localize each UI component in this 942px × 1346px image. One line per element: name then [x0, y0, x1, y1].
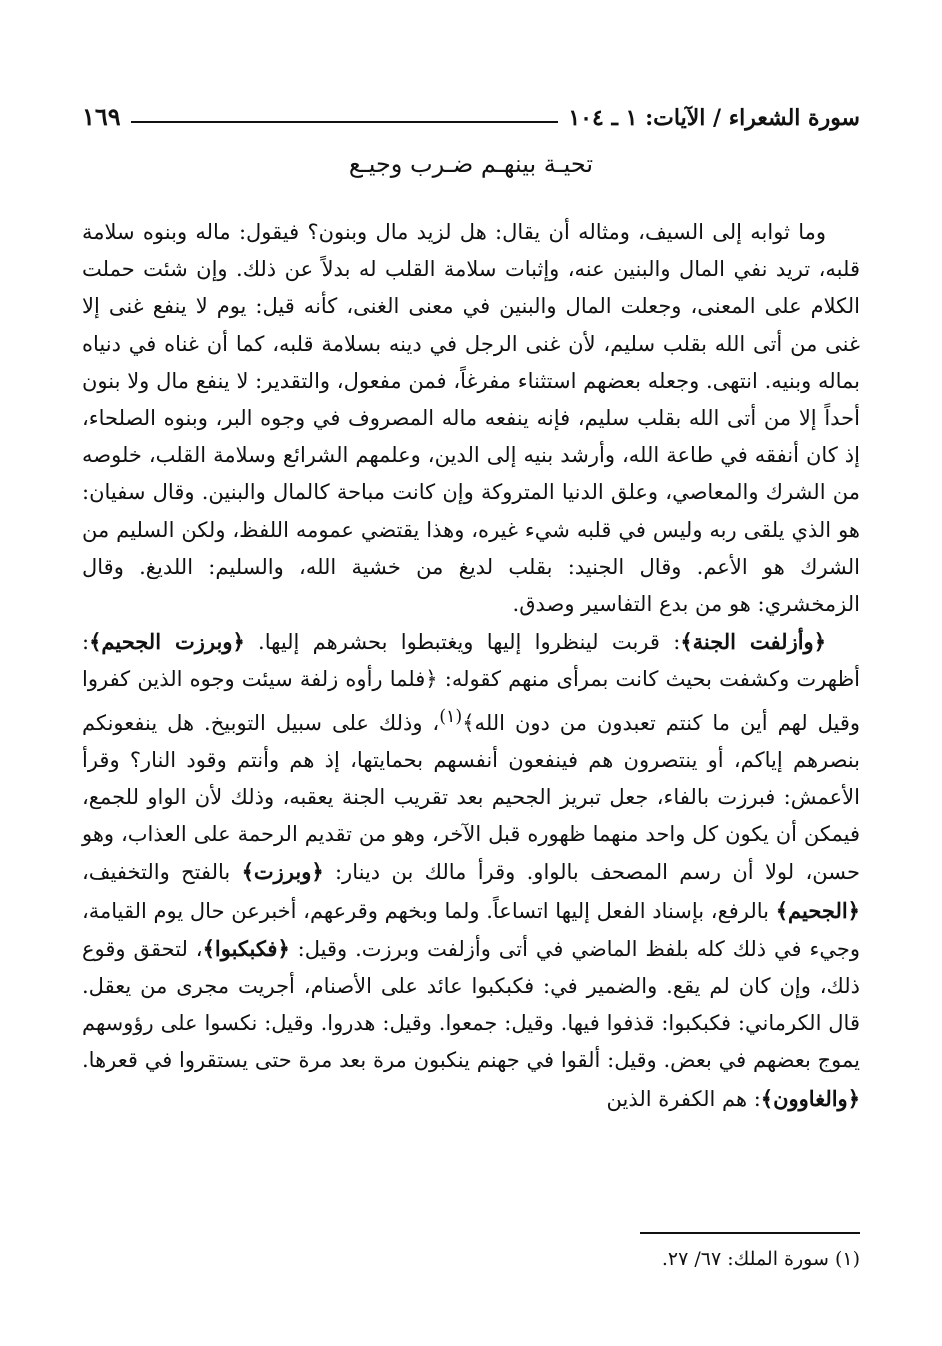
quran-quote: ﴿وأزلفت الجنة﴾ — [680, 629, 826, 655]
footnote: (١) سورة الملك: ٦٧/ ٢٧. — [661, 1248, 860, 1270]
paragraph-2 — [82, 623, 860, 1118]
footnote-rule — [640, 1232, 860, 1234]
quran-quote: ﴿فكبكبوا﴾ — [202, 935, 290, 961]
paragraph-1: وما ثوابه إلى السيف، ومثاله أن يقال: هل لزيد مال وبنون؟ فيقول: ماله وبنوه سلامة قلبه، تريد نفي المال والبنين عنه، وإثبات سلامة القلب له بدلاً عن ذلك. وإن شئت حملت الكلام على المعنى، وجعلت المال والبنين في معنى الغنى، كأنه قيل: يوم لا ينفع غنى إلا غنى من أتى الله بقلب سليم، لأن غنى الرجل في دينه بسلامة قلبه، كما أن غناه في دنياه بماله وبنيه. انتهى. وجعله بعضهم استثناء مفرغاً، فمن مفعول، والتقدير: لا ينفع مال ولا بنون أحداً إلا من أتى الله بقلب سليم، فإنه ينفعه ماله المصروف في وجوه البر، وبنوه الصلحاء، إذ كان أنفقه في طاعة الله، وأرشد بنيه إلى الدين، وعلمهم الشرائع وسلامة القلب، خلوصه من الشرك والمعاصي، وعلق الدنيا المتروكة وإن كانت مباحة كالمال والبنين. وقال سفيان: هو الذي يلقى ربه وليس في قلبه شيء غيره، وهذا يقتضي عمومه اللفظ، ولكن السليم من الشرك هو الأعم. وقال الجنيد: بقلب لديغ من خشية الله، والسليم: اللديغ. وقال الزمخشري: هو من بدع التفاسير وصدق. — [82, 220, 860, 617]
quran-quote-inline: ﴿فلما رأوه زلفة سيئت وجوه الذين كفروا وقيل لهم أين ما كنتم تعبدون من دون الله﴾ — [82, 667, 860, 735]
quran-quote: ﴿الجحيم﴾ — [775, 897, 860, 923]
page-number: ١٦٩ — [82, 102, 121, 131]
commentary-text: : هم الكفرة الذين — [606, 1086, 761, 1111]
commentary-text: بالفتح والتخفيف، — [82, 860, 242, 885]
quran-quote: ﴿وبرزت﴾ — [241, 859, 324, 885]
page-header — [82, 95, 860, 131]
quran-quote: ﴿والغاوون﴾ — [760, 1085, 860, 1111]
commentary-text: : أظهرت وكشفت بحيث كانت بمرأى منهم كقوله: — [82, 630, 860, 692]
quran-quote: ﴿وبرزت الجحيم﴾ — [89, 629, 245, 655]
commentary-text: بالرفع، بإسناد الفعل إليها اتساعاً. ولما وبخهم وقرعهم، أخبرعن حال يوم القيامة، وجيء في ذلك كله بلفظ الماضي في أتى وأزلفت وبرزت. وقيل: — [82, 898, 860, 961]
header-rule — [131, 121, 559, 123]
commentary-body — [82, 214, 860, 1118]
surah-title: سورة الشعراء / الآيات: ١ ـ ١٠٤ — [568, 105, 860, 131]
commentary-text: ، لتحقق وقوع ذلك، وإن كان لم يقع. والضمير في: فكبكبوا عائد على الأصنام، أجريت مجرى من يعقل. قال الكرماني: فكبكبوا: قذفوا فيها. وقيل: جمعوا. وقيل: هدروا. وقيل: نكسوا على رؤوسهم يموج بعضهم في بعض. وقيل: ألقوا في جهنم ينكبون مرة بعد مرة حتى يستقروا في قعرها. — [82, 936, 860, 1073]
commentary-text: ، وذلك على سبيل التوبيخ. هل ينفعونكم بنصرهم إياكم، أو ينتصرون هم فينفعون أنفسهم بحمايتها، إذ هم وأنتم وقود النار؟ وقرأ الأعمش: فبرزت بالفاء، جعل تبريز الجحيم بعد تقريب الجنة يعقبه، وذلك لأن الواو للجمع، فيمكن أن يكون كل واحد منهما ظهوره قبل الآخر، وهو من تقديم الرحمة على العذاب، وهو حسن، لولا أن رسم المصحف بالواو. وقرأ مالك بن دينار: — [82, 710, 860, 885]
commentary-text: : قربت لينظروا إليها ويغتبطوا بحشرهم إليها. — [244, 630, 681, 655]
poetry-verse: تحيـة بينهـم ضـرب وجيـع — [348, 150, 594, 178]
footnote-ref[interactable]: (١) — [439, 706, 463, 727]
